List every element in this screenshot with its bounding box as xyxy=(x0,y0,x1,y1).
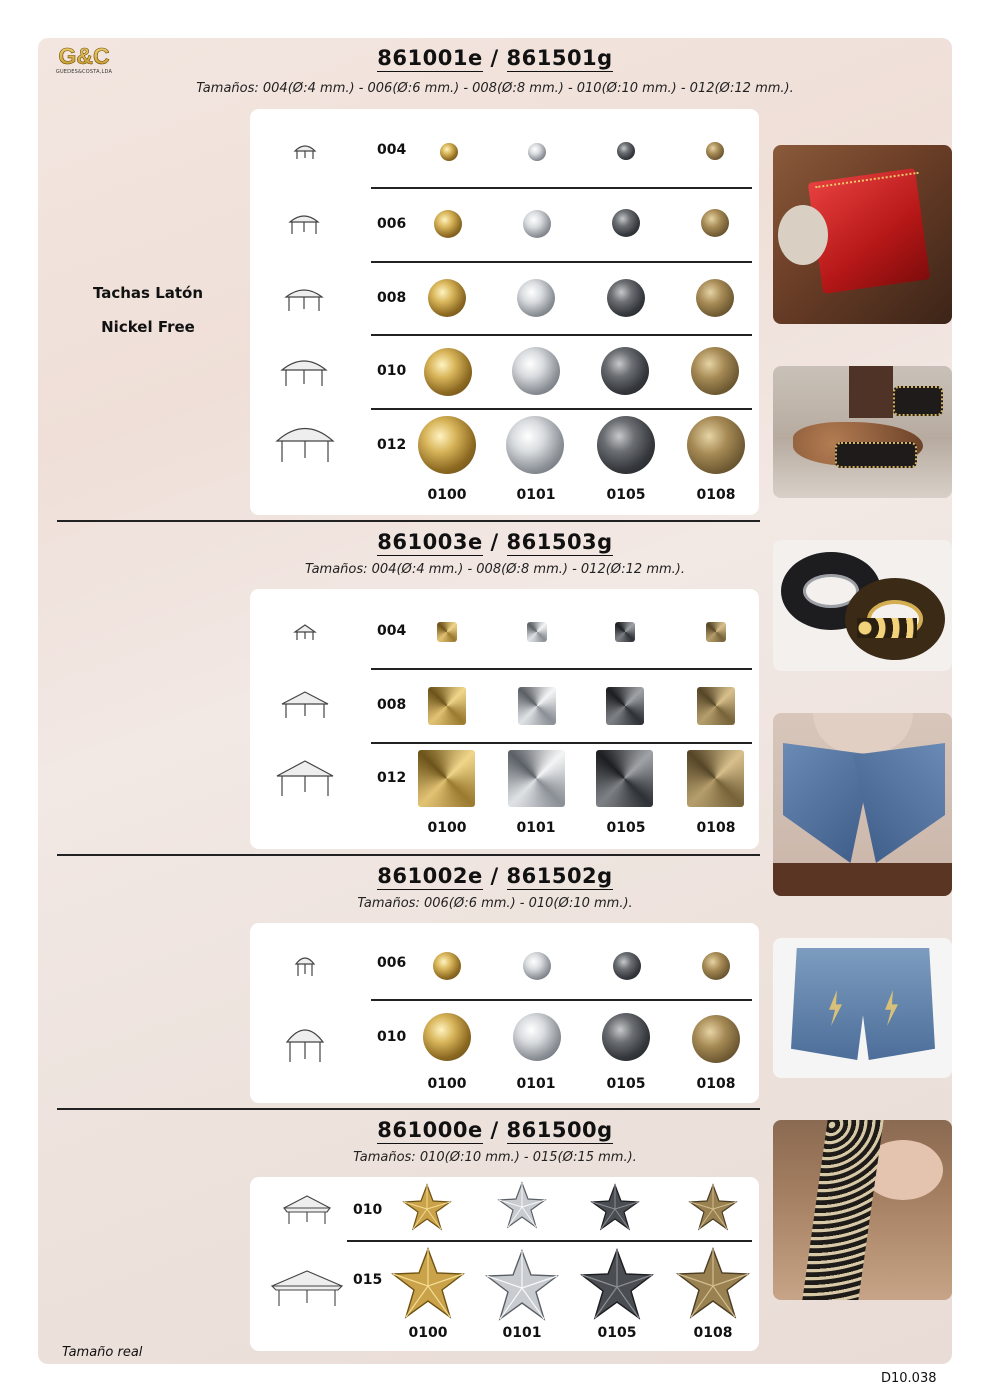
profile-008-icon xyxy=(283,284,325,312)
stud-0101 xyxy=(506,416,564,474)
stud-0100 xyxy=(433,952,461,980)
profile-004-icon xyxy=(292,622,318,642)
star-stud-0101 xyxy=(497,1181,547,1231)
sweater-shape xyxy=(773,863,952,896)
ref-g: 861503g xyxy=(506,530,613,554)
finish-code: 0105 xyxy=(606,1076,646,1092)
row-divider xyxy=(371,999,752,1001)
stud-0108 xyxy=(687,750,744,807)
stud-0108 xyxy=(697,687,735,725)
ref-g: 861502g xyxy=(506,864,613,888)
finish-code: 0108 xyxy=(696,820,736,836)
row-divider xyxy=(371,742,752,744)
stud-0105 xyxy=(602,1013,650,1061)
actual-size-note: Tamaño real xyxy=(62,1345,143,1360)
profile-015-icon xyxy=(269,1268,345,1308)
ref-g: 861501g xyxy=(506,46,613,70)
stud-0101 xyxy=(518,687,556,725)
stud-0105 xyxy=(606,687,644,725)
star-stud-0100 xyxy=(402,1183,452,1233)
section-sizes: Tamaños: 010(Ø:10 mm.) - 015(Ø:15 mm.). xyxy=(353,1150,637,1165)
ref-e: 861002e xyxy=(377,864,483,888)
title-separator: / xyxy=(490,1118,499,1142)
stud-0108 xyxy=(691,347,739,395)
fur-shape xyxy=(778,205,828,265)
row-divider xyxy=(371,334,752,336)
collar-right xyxy=(853,743,945,863)
row-divider xyxy=(371,187,752,189)
profile-008-icon xyxy=(279,690,331,720)
stud-0100 xyxy=(418,750,475,807)
star-stud-0105 xyxy=(590,1183,640,1233)
stud-0101 xyxy=(513,1013,561,1061)
stud-0100 xyxy=(428,687,466,725)
size-label: 010 xyxy=(377,363,407,379)
size-label: 010 xyxy=(353,1202,383,1218)
gold-studs xyxy=(857,618,917,638)
star-stud-0108 xyxy=(688,1183,738,1233)
stud-0100 xyxy=(423,1013,471,1061)
row-divider xyxy=(347,1240,752,1242)
trouser-shape xyxy=(849,366,893,418)
row-divider xyxy=(371,261,752,263)
stud-0101 xyxy=(523,952,551,980)
section-title xyxy=(0,46,990,70)
stud-0101 xyxy=(523,210,551,238)
studded-panel xyxy=(802,1120,883,1300)
stud-0108 xyxy=(687,416,745,474)
stud-0101 xyxy=(512,347,560,395)
material-label: Tachas Latón xyxy=(92,284,204,302)
star-stud-0105 xyxy=(579,1247,655,1323)
finish-code: 0108 xyxy=(696,487,736,503)
size-label: 008 xyxy=(377,290,407,306)
profile-010-icon xyxy=(284,1022,326,1064)
finish-code: 0101 xyxy=(516,820,556,836)
stud-0105 xyxy=(601,347,649,395)
finish-code: 0105 xyxy=(597,1325,637,1341)
size-label: 012 xyxy=(377,437,407,453)
finish-code: 0108 xyxy=(696,1076,736,1092)
size-label: 012 xyxy=(377,770,407,786)
stud-0105 xyxy=(617,142,635,160)
finish-code: 0108 xyxy=(693,1325,733,1341)
stud-0101 xyxy=(517,279,555,317)
profile-010-icon xyxy=(279,354,329,388)
stud-0108 xyxy=(706,142,724,160)
document-id: D10.038 xyxy=(881,1371,937,1386)
stud-0105 xyxy=(615,622,635,642)
size-label: 004 xyxy=(377,623,407,639)
star-stud-0108 xyxy=(675,1246,751,1322)
profile-012-icon xyxy=(274,420,336,464)
finish-code: 0100 xyxy=(427,487,467,503)
finish-code: 0100 xyxy=(408,1325,448,1341)
profile-004-icon xyxy=(292,141,318,161)
finish-code: 0101 xyxy=(516,1076,556,1092)
profile-012-icon xyxy=(274,758,336,798)
stud-0100 xyxy=(418,416,476,474)
studded-denim-collar-photo xyxy=(773,713,952,896)
nickel-free-label: Nickel Free xyxy=(101,318,195,336)
profile-010-icon xyxy=(281,1194,333,1226)
size-label: 004 xyxy=(377,142,407,158)
section-sizes: Tamaños: 006(Ø:6 mm.) - 010(Ø:10 mm.). xyxy=(357,896,633,911)
ref-e: 861000e xyxy=(377,1118,483,1142)
stud-0105 xyxy=(612,209,640,237)
size-label: 010 xyxy=(377,1029,407,1045)
stud-0100 xyxy=(428,279,466,317)
studded-shoe xyxy=(893,386,943,416)
shorts-shape xyxy=(791,948,935,1060)
size-label: 008 xyxy=(377,697,407,713)
stud-0100 xyxy=(437,622,457,642)
title-separator: / xyxy=(490,864,499,888)
title-separator: / xyxy=(490,530,499,554)
row-divider xyxy=(371,408,752,410)
section-divider xyxy=(57,854,760,856)
studded-leather-vest-photo xyxy=(773,1120,952,1300)
size-label: 006 xyxy=(377,216,407,232)
row-divider xyxy=(371,668,752,670)
finish-code: 0100 xyxy=(427,1076,467,1092)
ref-e: 861003e xyxy=(377,530,483,554)
studded-denim-shorts-photo xyxy=(773,938,952,1078)
finish-code: 0101 xyxy=(516,487,556,503)
ref-e: 861001e xyxy=(377,46,483,70)
studded-leopard-flats-photo xyxy=(773,366,952,498)
stud-0105 xyxy=(596,750,653,807)
logo-text: G&C xyxy=(47,44,121,68)
section-divider xyxy=(57,1108,760,1110)
stud-0101 xyxy=(508,750,565,807)
stud-0108 xyxy=(706,622,726,642)
finish-code: 0100 xyxy=(427,820,467,836)
finish-code: 0105 xyxy=(606,487,646,503)
stud-0101 xyxy=(527,622,547,642)
studded-shoe xyxy=(835,442,917,468)
finish-code: 0105 xyxy=(606,820,646,836)
section-sizes: Tamaños: 004(Ø:4 mm.) - 006(Ø:6 mm.) - 008(Ø:8 mm.) - 010(Ø:10 mm.) - 012(Ø:12 mm.). xyxy=(196,81,794,96)
profile-006-icon xyxy=(287,210,321,236)
stud-0108 xyxy=(701,209,729,237)
product-panel xyxy=(250,923,759,1103)
stud-0108 xyxy=(692,1015,740,1063)
star-stud-0101 xyxy=(484,1248,560,1324)
red-studded-clutch-photo xyxy=(773,145,952,324)
logo-tagline: GUEDES&COSTA,LDA xyxy=(55,69,113,75)
size-label: 015 xyxy=(353,1272,383,1288)
size-label: 006 xyxy=(377,955,407,971)
section-divider xyxy=(57,520,760,522)
stud-0105 xyxy=(597,416,655,474)
stud-0105 xyxy=(607,279,645,317)
neck-shape xyxy=(813,713,913,753)
section-sizes: Tamaños: 004(Ø:4 mm.) - 008(Ø:8 mm.) - 012(Ø:12 mm.). xyxy=(305,562,685,577)
stud-0100 xyxy=(434,210,462,238)
profile-006-icon xyxy=(292,954,318,978)
ref-g: 861500g xyxy=(506,1118,613,1142)
star-stud-0100 xyxy=(390,1246,466,1322)
title-separator: / xyxy=(490,46,499,70)
stud-0101 xyxy=(528,143,546,161)
stud-0108 xyxy=(702,952,730,980)
stud-0108 xyxy=(696,279,734,317)
finish-code: 0101 xyxy=(502,1325,542,1341)
studded-bangles-photo xyxy=(773,540,952,671)
stud-0105 xyxy=(613,952,641,980)
stud-0100 xyxy=(440,143,458,161)
stud-0100 xyxy=(424,348,472,396)
